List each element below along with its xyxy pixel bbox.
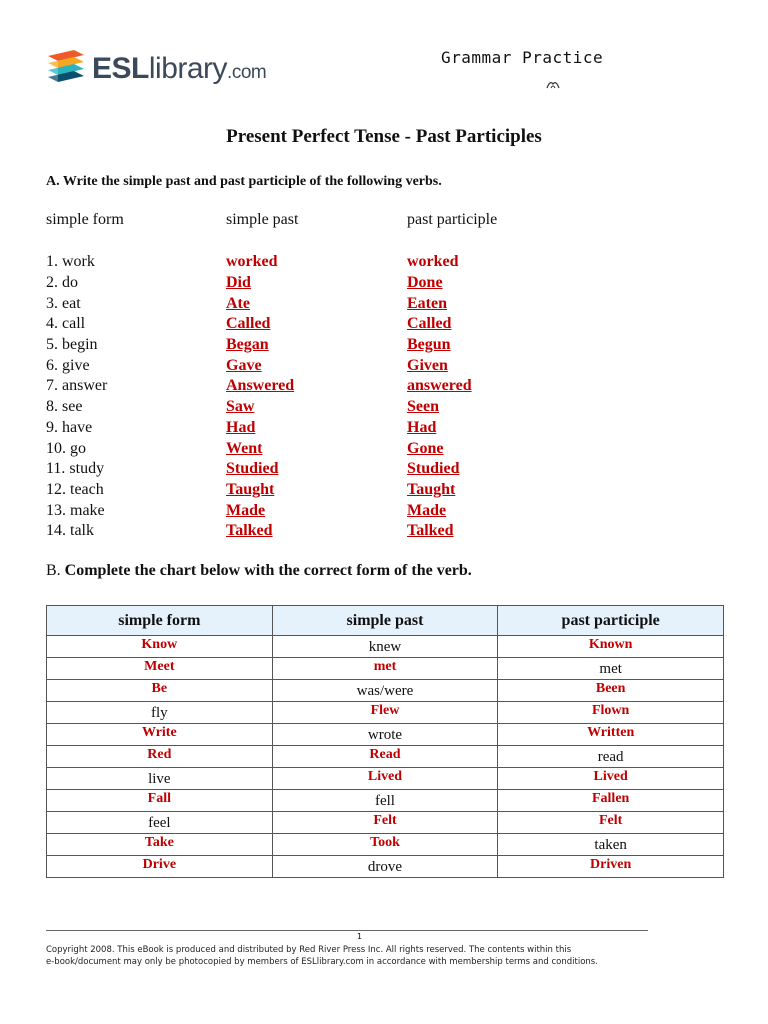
table-row [47,702,724,724]
verb-row [46,313,646,334]
cell-past-participle: Known [498,636,724,658]
verb-base: 13. make [46,502,105,519]
verb-row [46,396,646,417]
verb-row [46,458,646,479]
column-header-past-participle: past participle [407,211,498,228]
cell-simple-past: Lived [272,768,498,790]
verb-past-participle: Made [407,502,447,519]
section-a-instruction: A. Write the simple past and past participle of the following verbs. [46,174,442,189]
verb-base: 3. eat [46,295,81,312]
verb-past-participle: Called [407,315,452,332]
logo-com: .com [227,62,267,83]
verb-past-participle: Taught [407,481,456,498]
verb-simple-past: Called [226,315,271,332]
cell-simple-form: Write [47,724,273,746]
cell-simple-past: wrote [272,724,498,746]
verb-past-participle: Had [407,419,437,436]
verb-simple-past: Studied [226,460,279,477]
verb-simple-past: Did [226,274,251,291]
cell-simple-form: Know [47,636,273,658]
verb-base: 10. go [46,440,86,457]
table-header-simple-past: simple past [272,606,498,636]
copyright-line: e-book/document may only be photocopied by members of ESLlibrary.com in accordance with membership terms and conditions. [46,957,598,967]
verb-base: 11. study [46,460,105,477]
cell-past-participle: Been [498,680,724,702]
cell-simple-past: was/were [272,680,498,702]
stacked-books-icon [44,46,88,90]
verb-simple-past: Answered [226,377,295,394]
cell-simple-past: fell [272,790,498,812]
verb-row [46,520,646,541]
esl-library-logo [44,44,266,90]
grammar-practice-label: Grammar Practice [441,48,604,67]
cell-simple-past: Took [272,834,498,856]
verb-row [46,251,646,272]
verb-row [46,375,646,396]
logo-library: library [148,52,228,85]
cell-simple-past: met [272,658,498,680]
cell-past-participle: Flown [498,702,724,724]
verb-simple-past: Had [226,419,256,436]
verb-base: 1. work [46,253,95,270]
verb-simple-past: Gave [226,357,262,374]
cell-simple-form: Drive [47,856,273,878]
verb-simple-past: Ate [226,295,250,312]
section-b-text: Complete the chart below with the correct form of the verb. [64,562,472,579]
verb-past-participle: Studied [407,460,460,477]
verb-past-participle: Begun [407,336,451,353]
cell-past-participle: Fallen [498,790,724,812]
logo-wordmark [92,54,266,90]
cell-simple-past: Read [272,746,498,768]
verb-row [46,500,646,521]
table-header-past-participle: past participle [498,606,724,636]
cell-simple-form: Be [47,680,273,702]
verb-base: 7. answer [46,377,108,394]
section-b-label: B. [46,562,61,579]
verb-past-participle: Seen [407,398,439,415]
verb-base: 12. teach [46,481,104,498]
column-header-simple-past: simple past [226,211,299,228]
copyright-line: Copyright 2008. This eBook is produced and distributed by Red River Press Inc. All rights reserved. The contents within this [46,945,572,955]
table-row [47,658,724,680]
page-title: Present Perfect Tense - Past Participles [226,126,542,147]
cell-past-participle: Written [498,724,724,746]
verb-simple-past: Went [226,440,263,457]
cell-past-participle: Driven [498,856,724,878]
cell-past-participle: met [498,658,724,680]
verb-base: 8. see [46,398,83,415]
verb-past-participle: Gone [407,440,444,457]
cell-simple-form: Take [47,834,273,856]
table-row [47,768,724,790]
verb-simple-past: Made [226,502,266,519]
table-row [47,856,724,878]
verb-row [46,334,646,355]
verb-base: 5. begin [46,336,98,353]
cell-simple-past: Felt [272,812,498,834]
cell-past-participle: Lived [498,768,724,790]
page-number: 1 [357,932,363,941]
decorative-swirl-icon [545,78,561,90]
cell-simple-form: fly [47,702,273,724]
verb-past-participle: Eaten [407,295,447,312]
cell-simple-past: knew [272,636,498,658]
cell-simple-form: feel [47,812,273,834]
verb-past-participle: Done [407,274,443,291]
verb-chart-table [46,605,724,878]
table-row [47,636,724,658]
cell-past-participle: Felt [498,812,724,834]
verb-simple-past: Saw [226,398,255,415]
verb-simple-past: Taught [226,481,275,498]
verb-row [46,293,646,314]
verb-row [46,479,646,500]
verb-row [46,417,646,438]
table-row [47,746,724,768]
verb-base: 4. call [46,315,86,332]
cell-simple-past: Flew [272,702,498,724]
verb-row [46,355,646,376]
verb-past-participle: answered [407,377,472,394]
footer-divider [46,930,648,931]
verb-base: 14. talk [46,522,94,539]
verb-row [46,272,646,293]
verb-base: 6. give [46,357,90,374]
cell-simple-form: Fall [47,790,273,812]
cell-past-participle: taken [498,834,724,856]
cell-past-participle: read [498,746,724,768]
verb-past-participle: worked [407,253,459,270]
logo-esl: ESL [92,52,149,85]
table-row [47,812,724,834]
verb-simple-past: Began [226,336,269,353]
table-row [47,834,724,856]
verb-past-participle: Talked [407,522,454,539]
verb-past-participle: Given [407,357,448,374]
table-row [47,724,724,746]
verb-row [46,438,646,459]
verb-base: 2. do [46,274,78,291]
copyright-notice [46,944,686,968]
table-header-simple-form: simple form [47,606,273,636]
cell-simple-form: Meet [47,658,273,680]
table-row [47,790,724,812]
cell-simple-form: Red [47,746,273,768]
verb-simple-past: worked [226,253,278,270]
table-row [47,680,724,702]
column-header-simple-form: simple form [46,211,124,228]
cell-simple-form: live [47,768,273,790]
verb-base: 9. have [46,419,93,436]
table-header-row [47,606,724,636]
section-b-instruction [46,562,472,580]
verb-simple-past: Talked [226,522,273,539]
cell-simple-past: drove [272,856,498,878]
